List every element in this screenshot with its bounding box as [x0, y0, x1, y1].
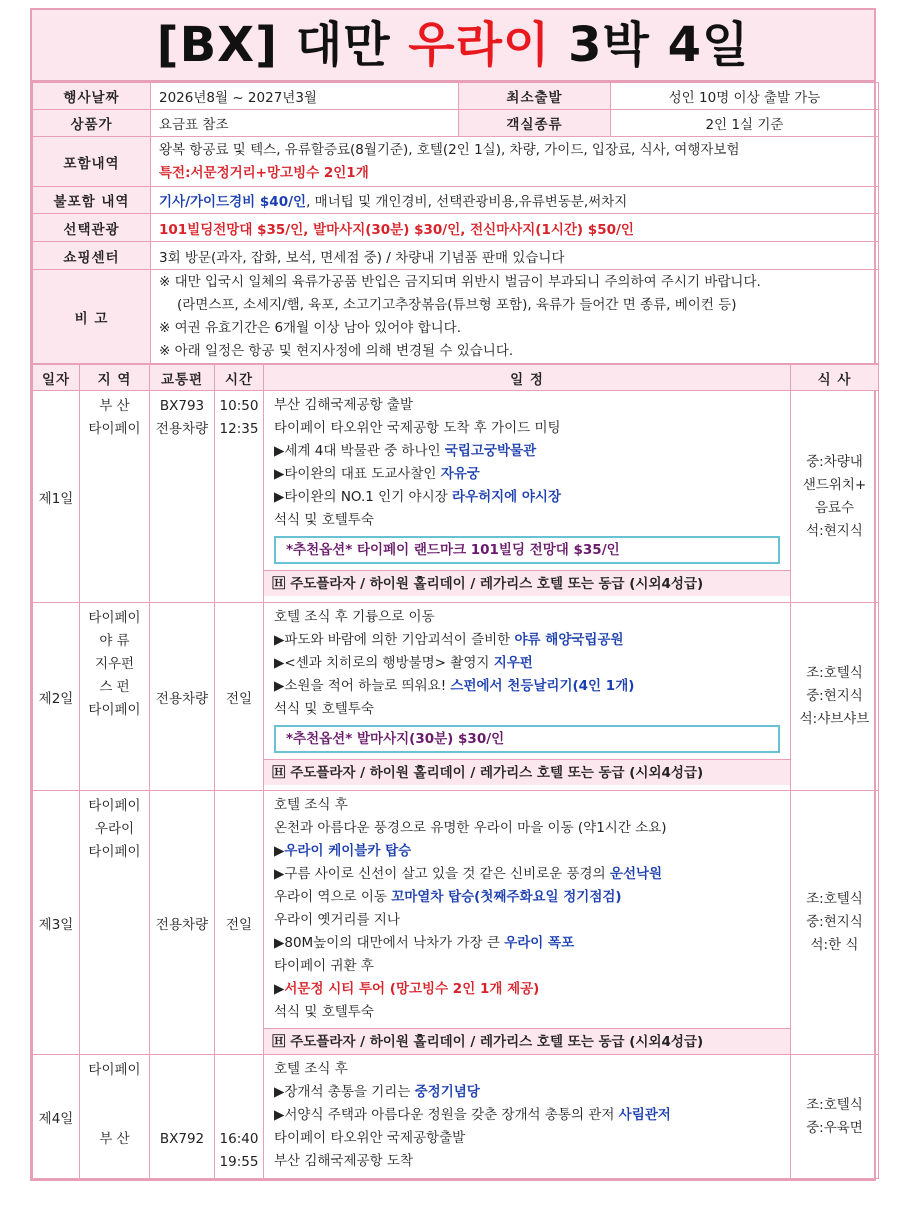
sched-line: ▶세계 4대 박물관 중 하나인 국립고궁박물관 — [274, 443, 537, 459]
day-label: 제3일 — [33, 791, 80, 1055]
sched-line: ▶타이완의 대표 도교사찰인 자유궁 — [274, 466, 480, 482]
day-time: 16:40 19:55 — [215, 1055, 264, 1179]
sched-line: 우라이 옛거리를 지나 — [274, 912, 400, 928]
day-region: 타이페이 우라이 타이페이 — [80, 791, 150, 1055]
day-meal: 중:차량내 샌드위치+ 음료수 석:현지식 — [791, 391, 879, 603]
day-schedule — [264, 1055, 791, 1179]
day-meal: 조:호텔식 중:현지식 석:한 식 — [791, 791, 879, 1055]
sched-line: 타이페이 귀환 후 — [274, 958, 374, 974]
day-region: 타이페이 부 산 — [80, 1055, 150, 1179]
day-time: 전일 — [215, 791, 264, 1055]
note-value — [151, 270, 879, 364]
info-table — [32, 82, 879, 364]
region-item: 타이페이 — [88, 421, 141, 437]
day-label: 제1일 — [33, 391, 80, 603]
header-meal: 식 사 — [791, 365, 879, 391]
incl-value — [151, 137, 879, 187]
day-label: 제2일 — [33, 603, 80, 791]
option-box: *추천옵션* 발마사지(30분) $30/인 — [274, 725, 780, 753]
sched-line: 호텔 조식 후 기륭으로 이동 — [274, 609, 435, 625]
opt-value: 101빌딩전망대 $35/인, 발마사지(30분) $30/인, 전신마사지(1시간) $50/인 — [151, 214, 879, 242]
hotel-line: 🄷 주도플라자 / 하이원 홀리데이 / 레가리스 호텔 또는 동급 (시외4성급) — [264, 1028, 790, 1054]
day-region: 타이페이 야 류 지우펀 스 펀 타이페이 — [80, 603, 150, 791]
day-row — [33, 791, 879, 1055]
price-value: 요금표 참조 — [151, 110, 459, 137]
excl-rest: , 매너팁 및 개인경비, 선택관광비용,유류변동분,써차지 — [306, 194, 628, 210]
day-row — [33, 391, 879, 603]
note-3: ※ 여권 유효기간은 6개월 이상 남아 있어야 합니다. — [159, 319, 462, 336]
sched-line: 부산 김해국제공항 도착 — [274, 1153, 413, 1169]
sched-line: 부산 김해국제공항 출발 — [274, 397, 413, 413]
sched-line: ▶파도와 바람에 의한 기암괴석이 즐비한 야류 해양국립공원 — [274, 632, 624, 648]
day-row — [33, 603, 879, 791]
incl-line-1: 왕복 항공료 및 텍스, 유류할증료(8월기준), 호텔(2인 1실), 차량, 가이드, 입장료, 식사, 여행자보험 — [159, 141, 740, 158]
room-value: 2인 1실 기준 — [611, 110, 879, 137]
header-time: 시간 — [215, 365, 264, 391]
sched-line: ▶우라이 케이블카 탑승 — [274, 843, 412, 859]
incl-label: 포함내역 — [33, 137, 151, 187]
day-schedule — [264, 603, 791, 791]
day-label: 제4일 — [33, 1055, 80, 1179]
day-time: 전일 — [215, 603, 264, 791]
day-transport: 전용차량 — [150, 791, 215, 1055]
day-region — [80, 391, 150, 603]
time-item: 12:35 — [219, 421, 259, 437]
sched-line: ▶타이완의 NO.1 인기 야시장 라우허지에 야시장 — [274, 489, 562, 505]
sched-line: 타이페이 타오위안 국제공항출발 — [274, 1130, 466, 1146]
day-time — [215, 391, 264, 603]
time-item: 10:50 — [219, 398, 259, 414]
day-transport: 전용차량 — [150, 603, 215, 791]
option-box: *추천옵션* 타이페이 랜드마크 101빌딩 전망대 $35/인 — [274, 536, 780, 564]
day-schedule — [264, 391, 791, 603]
opt-label: 선택관광 — [33, 214, 151, 242]
note-4: ※ 아래 일정은 항공 및 현지사정에 의해 변경될 수 있습니다. — [159, 342, 514, 359]
region-item: 부 산 — [99, 398, 130, 414]
min-value: 성인 10명 이상 출발 가능 — [611, 83, 879, 110]
hotel-line: 🄷 주도플라자 / 하이원 홀리데이 / 레가리스 호텔 또는 동급 (시외4성급) — [264, 759, 790, 785]
shop-value: 3회 방문(과자, 잡화, 보석, 면세점 중) / 차량내 기념품 판매 있습니다 — [151, 242, 879, 270]
day-meal: 조:호텔식 중:우육면 — [791, 1055, 879, 1179]
excl-value — [151, 187, 879, 214]
room-label: 객실종류 — [459, 110, 611, 137]
note-label: 비 고 — [33, 270, 151, 364]
day-meal: 조:호텔식 중:현지식 석:샤브샤브 — [791, 603, 879, 791]
title-highlight: 우라이 — [408, 17, 551, 73]
note-2: (라면스프, 소세지/햄, 육포, 소고기고추장볶음(튜브형 포함), 육류가 들어간 면 종류, 베이컨 등) — [177, 296, 737, 313]
note-1: ※ 대만 입국시 일체의 육류가공품 반입은 금지되며 위반시 벌금이 부과되니 주의하여 주시기 바랍니다. — [159, 273, 761, 290]
hotel-line: 🄷 주도플라자 / 하이원 홀리데이 / 레가리스 호텔 또는 동급 (시외4성급) — [264, 570, 790, 596]
sched-line: 우라이 역으로 이동 꼬마열차 탑승(첫째주화요일 정기점검) — [274, 889, 622, 905]
transport-item: BX793 — [159, 398, 205, 414]
page-title — [32, 10, 874, 82]
header-schedule: 일 정 — [264, 365, 791, 391]
incl-line-2: 특전:서문정거리+망고빙수 2인1개 — [159, 164, 369, 181]
sched-line: ▶구름 사이로 신선이 살고 있을 것 같은 신비로운 풍경의 운선낙원 — [274, 866, 663, 882]
day-schedule — [264, 791, 791, 1055]
sched-line: 타이페이 타오위안 국제공항 도착 후 가이드 미팅 — [274, 420, 561, 436]
sched-line: 호텔 조식 후 — [274, 797, 348, 813]
itinerary-sheet — [30, 8, 876, 1181]
min-label: 최소출발 — [459, 83, 611, 110]
excl-guide-fee: 기사/가이드경비 $40/인 — [159, 194, 307, 210]
title-prefix: [BX] 대만 — [156, 17, 409, 73]
price-label: 상품가 — [33, 110, 151, 137]
header-day: 일자 — [33, 365, 80, 391]
sched-line: ▶서양식 주택과 아름다운 정원을 갖춘 장개석 총통의 관저 사림관저 — [274, 1107, 671, 1123]
sched-line: 온천과 아름다운 풍경으로 유명한 우라이 마을 이동 (약1시간 소요) — [274, 820, 667, 836]
sched-line: ▶<센과 치히로의 행방불명> 촬영지 지우펀 — [274, 655, 533, 671]
sched-line: 석식 및 호텔투숙 — [274, 701, 374, 717]
sched-line: ▶장개석 총통을 기리는 중정기념당 — [274, 1084, 480, 1100]
shop-label: 쇼핑센터 — [33, 242, 151, 270]
date-label: 행사날짜 — [33, 83, 151, 110]
sched-line: ▶80M높이의 대만에서 낙차가 가장 큰 우라이 폭포 — [274, 935, 575, 951]
transport-item: 전용차량 — [155, 421, 209, 437]
schedule-table — [32, 364, 879, 1179]
sched-line: ▶소원을 적어 하늘로 띄워요! 스펀에서 천등날리기(4인 1개) — [274, 678, 635, 694]
title-suffix: 3박 4일 — [550, 17, 750, 73]
sched-line: ▶서문정 시티 투어 (망고빙수 2인 1개 제공) — [274, 981, 540, 997]
sched-line: 호텔 조식 후 — [274, 1061, 348, 1077]
date-value: 2026년8월 ~ 2027년3월 — [151, 83, 459, 110]
header-region: 지 역 — [80, 365, 150, 391]
header-transport: 교통편 — [150, 365, 215, 391]
sched-line: 석식 및 호텔투숙 — [274, 512, 374, 528]
day-transport — [150, 391, 215, 603]
day-transport: BX792 — [150, 1055, 215, 1179]
day-row — [33, 1055, 879, 1179]
excl-label: 불포함 내역 — [33, 187, 151, 214]
sched-line: 석식 및 호텔투숙 — [274, 1004, 374, 1020]
